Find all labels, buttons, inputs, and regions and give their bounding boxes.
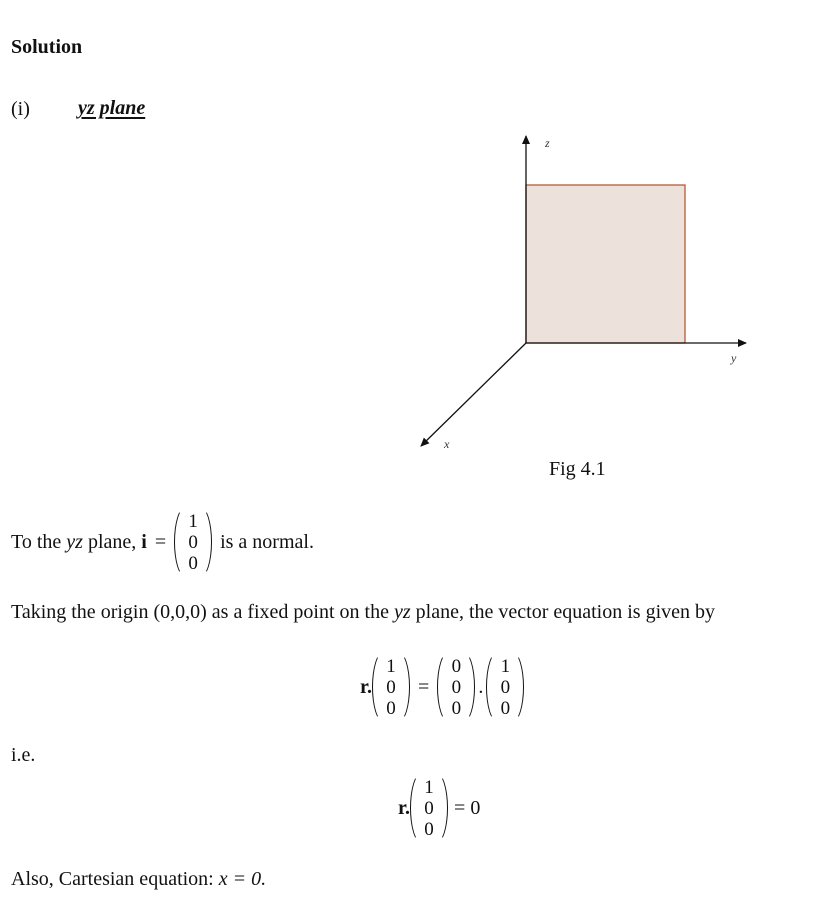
eq2-rhs: = 0 [454,796,481,819]
eq2-v1-c2: 0 [424,797,434,819]
eq1-v3-c2: 0 [500,676,511,698]
figure-caption: Fig 4.1 [549,458,606,480]
ie-label: i.e. [11,744,36,766]
vector-equation-2 [398,771,480,845]
normal-prefix: To the [11,530,67,553]
normal-statement [11,505,314,579]
eq1-v3-c1: 1 [500,655,511,677]
normal-suffix: is a normal. [220,530,314,553]
yz-plane-square [526,185,685,343]
origin-text-before: Taking the origin (0,0,0) as a fixed point on the [11,601,394,623]
eq2-lhs-symbol: r. [398,796,411,819]
cartesian-prefix: Also, Cartesian equation: [11,868,219,890]
eq1-v1-c1: 1 [386,655,396,677]
normal-vector-c2: 0 [188,531,198,553]
eq1-equals: = [418,675,430,698]
normal-vector-c3: 0 [188,552,198,574]
normal-vector [174,505,212,579]
part-number: (i) [11,98,30,120]
eq2-v1-c1: 1 [424,776,434,798]
solution-heading: Solution [11,36,83,58]
origin-statement [11,601,715,624]
normal-middle: plane, [82,530,142,553]
x-axis-label: x [444,437,450,451]
vector-equation-1 [360,650,524,724]
normal-vector-c1: 1 [188,510,198,532]
eq2-vector-1 [410,771,448,845]
x-axis [421,343,526,446]
eq1-lhs-symbol: r. [360,675,373,698]
eq1-dot: . [478,675,484,698]
cartesian-equation: x = 0. [218,868,267,890]
eq1-v2-c1: 0 [451,655,462,677]
eq1-v2-c3: 0 [451,697,462,719]
normal-vector-symbol: i [141,530,147,553]
cartesian-statement [11,868,266,891]
origin-text-after: plane, the vector equation is given by [410,601,715,623]
eq1-vector-3 [486,650,524,724]
eq1-vector-1 [372,650,410,724]
eq1-v1-c3: 0 [386,697,396,719]
eq1-vector-2 [437,650,475,724]
y-axis-label: y [731,351,737,365]
eq2-v1-c3: 0 [424,818,434,840]
eq1-v1-c2: 0 [386,676,396,698]
normal-equals: = [154,530,167,553]
z-axis-label: z [545,136,550,150]
eq1-v2-c2: 0 [451,676,462,698]
part-title: yz plane [78,97,146,119]
eq1-v3-c3: 0 [500,697,511,719]
origin-plane-name: yz [393,601,411,623]
normal-plane-name: yz [66,530,83,553]
